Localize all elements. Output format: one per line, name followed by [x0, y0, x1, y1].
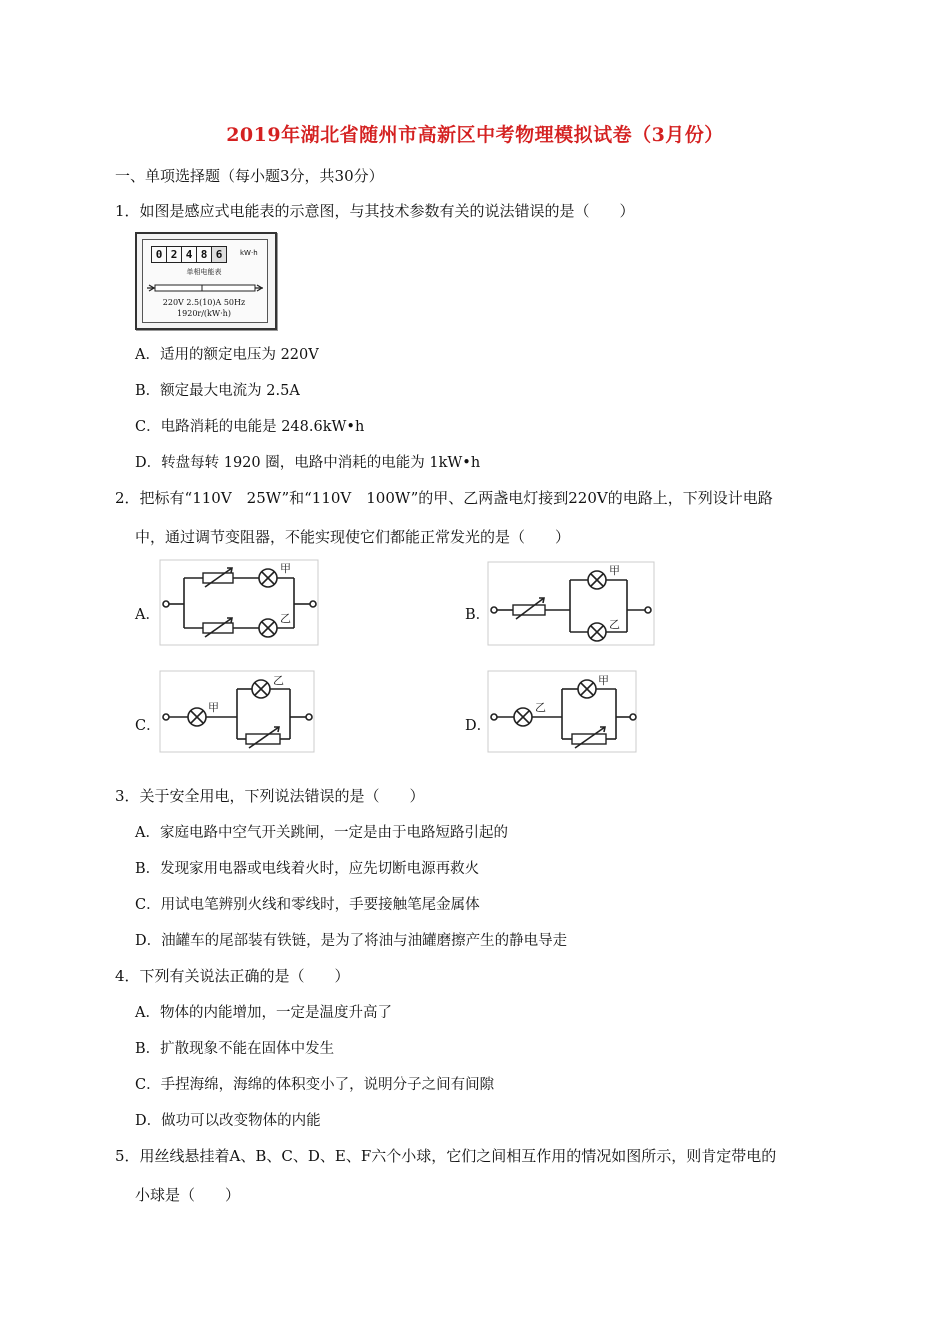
q1-option-a[interactable]: A．适用的额定电压为 220V: [135, 347, 319, 363]
circuit-b-diagram[interactable]: [488, 562, 656, 646]
meter-digit: 2: [167, 246, 182, 263]
q4-option-b[interactable]: B．扩散现象不能在固体中发生: [135, 1041, 335, 1057]
lamp-label: 甲: [598, 674, 609, 687]
meter-digits: [151, 246, 227, 263]
meter-digit-decimal: 6: [212, 246, 227, 263]
lamp-label: 乙: [273, 674, 284, 687]
lamp-label: 乙: [280, 612, 291, 625]
question-5-stem-line-1: 5．用丝线悬挂着A、B、C、D、E、F六个小球，它们之间相互作用的情况如图所示，则肯定带电的: [115, 1147, 777, 1165]
question-5-stem-line-2: 小球是（ ）: [135, 1186, 241, 1204]
question-3-stem: 3．关于安全用电，下列说法错误的是（ ）: [115, 787, 425, 805]
lamp-label: 乙: [609, 618, 620, 631]
q1-option-b[interactable]: B．额定最大电流为 2.5A: [135, 383, 300, 399]
meter-spec-1: 220V 2.5(10)A 50Hz: [162, 298, 246, 307]
meter-digit: 4: [182, 246, 197, 263]
q2-option-b-label[interactable]: B．: [465, 607, 491, 623]
q3-option-a[interactable]: A．家庭电路中空气开关跳闸，一定是由于电路短路引起的: [135, 825, 508, 841]
question-2-stem-line-2: 中，通过调节变阻器，不能实现使它们都能正常发光的是（ ）: [135, 528, 571, 546]
circuit-d-diagram[interactable]: [488, 671, 638, 753]
section-heading: 一、单项选择题（每小题3分，共30分）: [115, 167, 384, 185]
q1-option-d[interactable]: D．转盘每转 1920 圈，电路中消耗的电能为 1kW•h: [135, 455, 481, 471]
meter-disc-window: [147, 282, 263, 294]
q3-option-b[interactable]: B．发现家用电器或电线着火时，应先切断电源再救火: [135, 861, 480, 877]
question-1-stem: 1．如图是感应式电能表的示意图，与其技术参数有关的说法错误的是（ ）: [115, 202, 635, 220]
meter-digit: 0: [151, 246, 167, 263]
meter-name: 单相电能表: [186, 268, 222, 276]
q3-option-c[interactable]: C．用试电笔辨别火线和零线时，手要接触笔尾金属体: [135, 897, 480, 913]
q4-option-c[interactable]: C．手捏海绵，海绵的体积变小了，说明分子之间有间隙: [135, 1077, 495, 1093]
lamp-label: 甲: [208, 701, 219, 714]
meter-unit: kW·h: [240, 249, 258, 257]
circuit-c-diagram[interactable]: [160, 671, 316, 753]
circuit-a-diagram[interactable]: [160, 560, 320, 646]
lamp-label: 甲: [609, 564, 620, 577]
q4-option-a[interactable]: A．物体的内能增加，一定是温度升高了: [135, 1005, 392, 1021]
meter-spec-2: 1920r/(kW·h): [177, 309, 231, 318]
q4-option-d[interactable]: D．做功可以改变物体的内能: [135, 1113, 321, 1129]
page-title: 2019年湖北省随州市高新区中考物理模拟试卷（3月份）: [226, 124, 724, 146]
q3-option-d[interactable]: D．油罐车的尾部装有铁链，是为了将油与油罐磨擦产生的静电导走: [135, 933, 568, 949]
lamp-label: 甲: [280, 562, 291, 575]
q2-option-d-label[interactable]: D．: [465, 718, 492, 734]
q2-option-c-label[interactable]: C．: [135, 718, 161, 734]
question-2-stem-line-1: 2．把标有“110V 25W”和“110V 100W”的甲、乙两盏电灯接到220V的电路上，下列设计电路: [115, 489, 773, 507]
energy-meter-figure: [135, 232, 277, 330]
q2-option-a-label[interactable]: A．: [135, 607, 160, 623]
q1-option-c[interactable]: C．电路消耗的电能是 248.6kW•h: [135, 419, 365, 435]
meter-digit: 8: [197, 246, 212, 263]
question-4-stem: 4．下列有关说法正确的是（ ）: [115, 967, 350, 985]
lamp-label: 乙: [535, 701, 546, 714]
